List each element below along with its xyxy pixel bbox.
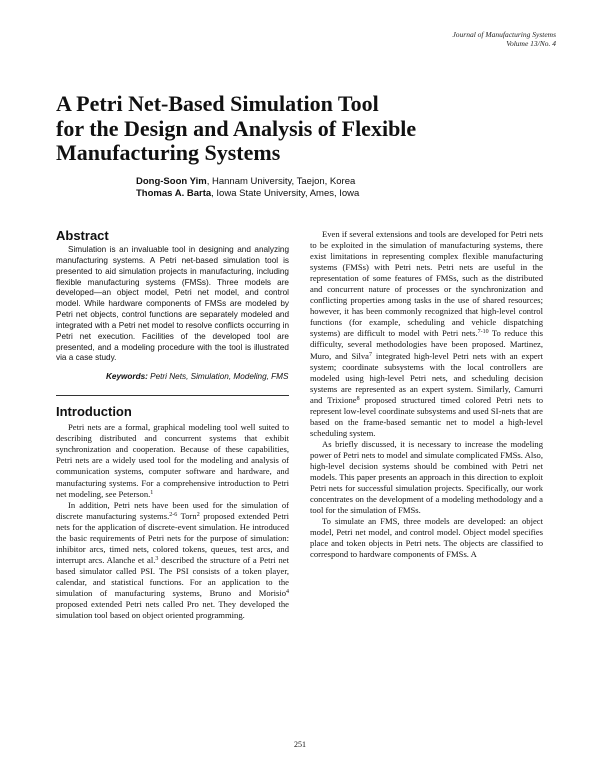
citation: 3 — [155, 555, 159, 562]
author-list — [136, 176, 456, 200]
title-line-2: for the Design and Analysis of Flexible — [56, 115, 417, 141]
author-1 — [136, 176, 456, 188]
intro-paragraph-1: Petri nets are a formal, graphical modeling tool well suited to describing distributed and concurrent systems that exhibit synchronization and cooperation. Because of these capabilities, Petri nets are a widely used tool for the modeling and analysis of communication systems, computer software and hardware, and manufacturing systems. For a comprehensive introduction to Petri net modeling, see Peterson.$^1$ — [56, 422, 289, 499]
page-number: 251 — [294, 740, 306, 749]
citation: 1 — [150, 489, 154, 496]
author-1-name: Dong-Soon Yim — [136, 176, 207, 187]
section-divider — [56, 395, 289, 396]
title-line-3: Manufacturing Systems — [56, 140, 281, 165]
author-2 — [136, 188, 456, 200]
introduction-body — [56, 422, 289, 621]
author-2-name: Thomas A. Barta — [136, 188, 212, 199]
right-paragraph-2: As briefly discussed, it is necessary to increase the modeling power of Petri nets to model and simulate complicated FMSs. Also, high-level decision systems should be combined with Petri net models. This paper presents an approach in this direction to exploit Petri nets for successful simulation projects. Specifically, our work concentrates on the development of a modeling methodology and a tool for the simulation of FMSs. — [310, 438, 543, 516]
author-1-affiliation: , Hannam University, Taejon, Korea — [206, 176, 356, 187]
paper-title — [56, 92, 536, 166]
keywords-label: Keywords: — [106, 372, 148, 382]
abstract-body — [56, 245, 289, 364]
citation: 7-10 — [477, 329, 489, 336]
keywords-list: Petri Nets, Simulation, Modeling, FMS — [150, 372, 289, 382]
abstract-heading: Abstract — [56, 228, 109, 243]
right-paragraph-3: To simulate an FMS, three models are developed: an object model, Petri net model, and control model. Object model specifies place and token objects in Petri nets. The objects are classified to correspond to hardware components of FMSs. A — [310, 516, 543, 560]
citation: 2 — [196, 511, 200, 518]
citation: 2-6 — [169, 511, 178, 518]
left-column — [56, 228, 289, 621]
right-column-body — [310, 229, 543, 560]
right-paragraph-1: Even if several extensions and tools are developed for Petri nets to be exploited in the simulation of manufacturing systems, there exist limitations in representing complex flexible manufacturing systems (FMSs) with Petri nets. Petri nets are useful in the representation of some features of FMSs, such as the distributed and concurrent nature of processes or the synchronization and conflicting properties among tasks in the use of shared resources; however, it has been commonly recognized that high-level control functions (for example, scheduling and vehicle dispatching systems) are difficult to model with Petri nets.$^{7-10}$ To reduce this difficulty, several methodologies have been proposed. Martinez, Muro, and Silva$^7$ integrated high-level Petri nets with an expert system; coordinate subsystems with the local controllers are modeled using high-level Petri nets, and scheduling decision systems are represented as an expert system. Similarly, Camurri and Trixione$^8$ proposed structured timed colored Petri nets to represent low-level coordinate subsystems and used SI-nets that are based on the frame-based semantic net to model a high-level scheduling system. — [310, 229, 543, 438]
title-line-1: A Petri Net-Based Simulation Tool — [56, 91, 379, 116]
right-column — [310, 229, 543, 560]
intro-paragraph-2: In addition, Petri nets have been used for the simulation of discrete manufacturing systems.$^{2-6}$ Torn$^2$ proposed extended Petri nets for the application of discrete-event simulation. He introduced the basic requirements of Petri nets for the purpose of simulation: inhibitor arcs, timed nets, colored tokens, queues, test arcs, and interrupt arcs. Alanche et al.$^3$ described the structure of a Petri net based simulator called PSI. The PSI consists of a token player, calendar, and statistical functions. For an application to the simulation of manufacturing systems, Bruno and Morisio$^4$ proposed extended Petri nets called Pro net. They developed the simulation tool based on object oriented programming. — [56, 499, 289, 621]
journal-volume: Volume 13/No. 4 — [506, 39, 556, 48]
journal-name: Journal of Manufacturing Systems — [452, 30, 556, 39]
abstract-paragraph: Simulation is an invaluable tool in designing and analyzing manufacturing systems. A Petri net-based simulation tool is presented to aid simulation projects in manufacturing, including flexible manufacturing systems (FMSs). Three models are developed—an object model, Petri net model, and control model. While hardware components of FMSs are modeled by Petri net objects, control functions are separately modeled and integrated with a Petri net model to resolve conflicts occurring in Petri net execution. Facilities of the developed tool are presented, and a modeling procedure with the tool is illustrated via a case study. — [56, 245, 289, 363]
citation: 4 — [286, 588, 289, 595]
citation: 8 — [356, 395, 360, 402]
journal-header — [452, 30, 556, 48]
author-2-affiliation: , Iowa State University, Ames, Iowa — [211, 188, 360, 199]
keywords-line — [56, 371, 289, 382]
citation: 7 — [369, 351, 372, 358]
introduction-heading: Introduction — [56, 404, 132, 420]
